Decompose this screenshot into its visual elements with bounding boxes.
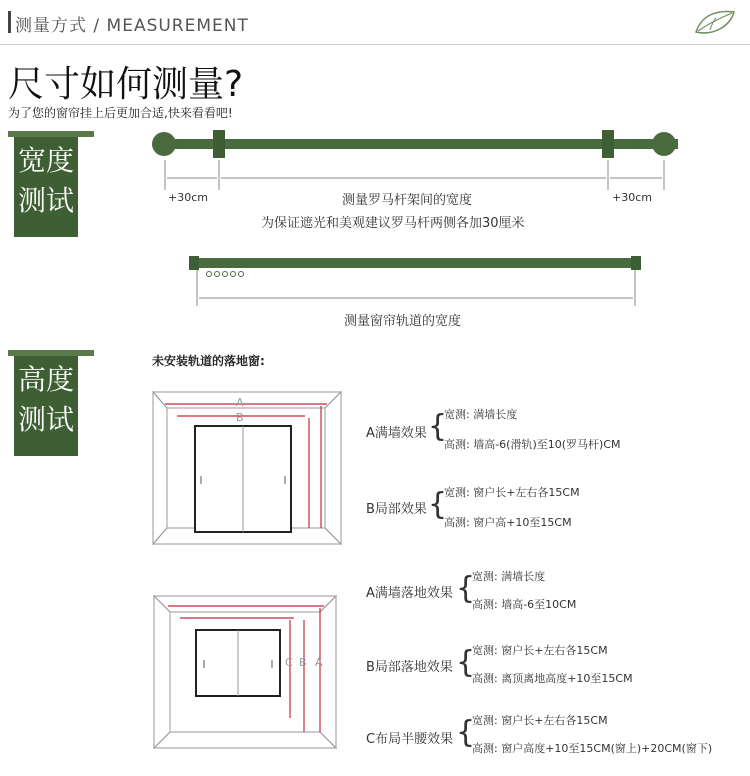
header-label: 测量方式 / MEASUREMENT	[15, 16, 249, 36]
track-diagram	[185, 252, 655, 312]
door-letter-b: B	[236, 411, 244, 424]
height-heading: 未安装轨道的落地窗:	[152, 354, 265, 368]
door-letter-a: A	[236, 396, 244, 409]
option-width: 宽测: 窗户长+左右各15CM	[472, 714, 608, 727]
door-diagram	[145, 388, 345, 548]
width-banner-line2: 测试	[17, 184, 74, 217]
header-accent	[8, 11, 11, 33]
window-diagram	[150, 592, 340, 752]
rod-note: 为保证遮光和美观建议罗马杆两侧各加30厘米	[261, 216, 525, 231]
option-height: 高测: 窗户高+10至15CM	[444, 516, 572, 529]
option-name: C布局半腰效果	[366, 732, 454, 747]
window-letter-b: B	[299, 656, 307, 669]
option-height: 高测: 墙高-6(滑轨)至10(罗马杆)CM	[444, 438, 621, 451]
option-name: B局部效果	[366, 502, 427, 517]
rod-left-extra: +30cm	[168, 191, 208, 204]
track-label: 测量窗帘轨道的宽度	[344, 314, 462, 329]
width-banner-line1: 宽度	[17, 144, 74, 177]
option-name: B局部落地效果	[366, 660, 453, 675]
width-banner	[8, 131, 94, 237]
brace-icon: {	[456, 715, 476, 750]
brace-icon: {	[428, 487, 448, 522]
height-banner	[8, 350, 94, 456]
option-name: A满墙落地效果	[366, 586, 453, 601]
rod-right-extra: +30cm	[612, 191, 652, 204]
window-letter-a: A	[315, 656, 323, 669]
height-banner-line1: 高度	[17, 363, 74, 396]
option-width: 宽测: 满墙长度	[472, 570, 546, 583]
brace-icon: {	[456, 645, 476, 680]
leaf-icon	[692, 6, 738, 38]
page-subtitle: 为了您的窗帘挂上后更加合适,快来看看吧!	[8, 106, 233, 120]
option-width: 宽测: 窗户长+左右各15CM	[472, 644, 608, 657]
option-width: 宽测: 窗户长+左右各15CM	[444, 486, 580, 499]
option-height: 高测: 离顶离地高度+10至15CM	[472, 672, 633, 685]
window-letter-c: C	[285, 656, 293, 669]
option-height: 高测: 墙高-6至10CM	[472, 598, 577, 611]
rod-label: 测量罗马杆架间的宽度	[342, 193, 473, 208]
brace-icon: {	[456, 571, 476, 606]
option-height: 高测: 窗户高度+10至15CM(窗上)+20CM(窗下)	[472, 742, 713, 755]
option-width: 宽测: 满墙长度	[444, 408, 518, 421]
page-title: 尺寸如何测量?	[8, 64, 244, 105]
height-banner-line2: 测试	[17, 403, 74, 436]
option-name: A满墙效果	[366, 426, 427, 441]
brace-icon: {	[428, 409, 448, 444]
